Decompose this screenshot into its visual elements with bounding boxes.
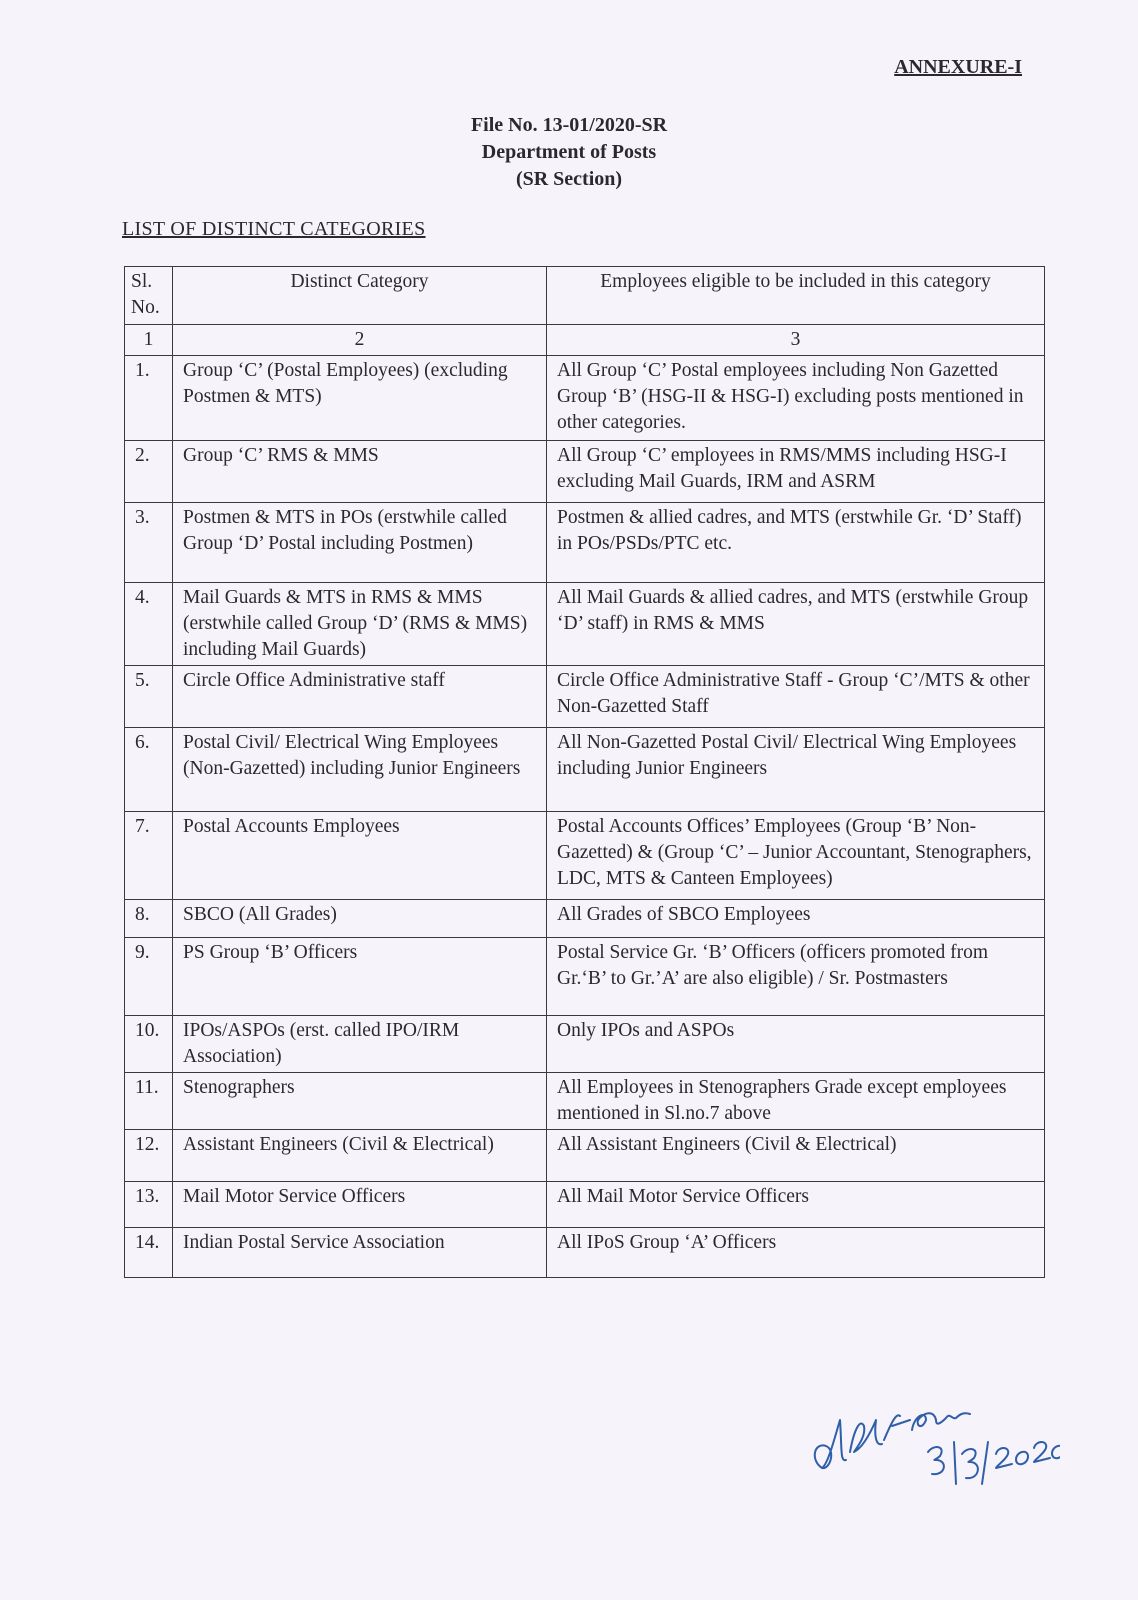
signature-date-0 <box>1052 1446 1060 1458</box>
table-row <box>125 1016 1045 1073</box>
signature-date-3 <box>928 1447 944 1474</box>
table-row <box>125 583 1045 666</box>
row-sl: 8. <box>125 900 173 938</box>
table-row <box>125 812 1045 900</box>
row-sl: 11. <box>125 1073 173 1130</box>
handwritten-signature <box>800 1390 1060 1510</box>
row-eligible: Postal Accounts Offices’ Employees (Group ‘B’ Non-Gazetted) & (Group ‘C’ – Junior Accountant, Stenographers, LDC, MTS & Canteen Employees) <box>547 812 1045 900</box>
row-sl: 7. <box>125 812 173 900</box>
header-sl-no: Sl. No. <box>125 267 173 325</box>
row-eligible: Postal Service Gr. ‘B’ Officers (officers promoted from Gr.‘B’ to Gr.’A’ are also eligible) / Sr. Postmasters <box>547 938 1045 1016</box>
row-eligible: All Employees in Stenographers Grade except employees mentioned in Sl.no.7 above <box>547 1073 1045 1130</box>
row-eligible: All IPoS Group ‘A’ Officers <box>547 1228 1045 1278</box>
signature-date-0 <box>1016 1452 1028 1464</box>
row-sl: 6. <box>125 728 173 812</box>
row-category: PS Group ‘B’ Officers <box>173 938 547 1016</box>
table-row <box>125 938 1045 1016</box>
file-number: File No. 13-01/2020-SR <box>470 114 668 136</box>
column-number-2: 2 <box>173 325 547 356</box>
row-category: Mail Guards & MTS in RMS & MMS (erstwhile called Group ‘D’ (RMS & MMS) including Mail Guards) <box>173 583 547 666</box>
row-category: Indian Postal Service Association <box>173 1228 547 1278</box>
signature-date-2 <box>1034 1442 1050 1462</box>
table-row <box>125 503 1045 583</box>
table-row <box>125 900 1045 938</box>
categories-table <box>124 266 1045 1278</box>
department-name: Department of Posts <box>481 141 657 163</box>
signature-date-slash <box>954 1442 956 1484</box>
row-eligible: Only IPOs and ASPOs <box>547 1016 1045 1073</box>
signature-drawing <box>800 1390 1060 1510</box>
annexure-label: ANNEXURE-I <box>894 56 1022 78</box>
row-sl: 1. <box>125 356 173 441</box>
row-sl: 13. <box>125 1182 173 1228</box>
section-name: (SR Section) <box>515 168 623 190</box>
table-row <box>125 1073 1045 1130</box>
row-sl: 14. <box>125 1228 173 1278</box>
row-category: Group ‘C’ RMS & MMS <box>173 441 547 503</box>
row-category: Mail Motor Service Officers <box>173 1182 547 1228</box>
table-row <box>125 356 1045 441</box>
row-category: Assistant Engineers (Civil & Electrical) <box>173 1130 547 1182</box>
signature-strokes <box>815 1413 1060 1484</box>
row-eligible: All Grades of SBCO Employees <box>547 900 1045 938</box>
document-header <box>0 112 1138 193</box>
row-sl: 5. <box>125 666 173 728</box>
row-sl: 12. <box>125 1130 173 1182</box>
row-eligible: Postmen & allied cadres, and MTS (erstwhile Gr. ‘D’ Staff) in POs/PSDs/PTC etc. <box>547 503 1045 583</box>
row-category: Postal Accounts Employees <box>173 812 547 900</box>
row-category: Postal Civil/ Electrical Wing Employees (Non-Gazetted) including Junior Engineers <box>173 728 547 812</box>
signature-date-2 <box>996 1448 1012 1468</box>
header-eligible-employees: Employees eligible to be included in this category <box>547 267 1045 325</box>
row-sl: 10. <box>125 1016 173 1073</box>
row-category: Postmen & MTS in POs (erstwhile called Group ‘D’ Postal including Postmen) <box>173 503 547 583</box>
row-category: Group ‘C’ (Postal Employees) (excluding Postmen & MTS) <box>173 356 547 441</box>
signature-stroke <box>815 1420 846 1468</box>
signature-date-3 <box>962 1449 978 1478</box>
row-sl: 2. <box>125 441 173 503</box>
signature-stroke <box>912 1413 970 1430</box>
signature-stroke <box>850 1420 882 1452</box>
row-eligible: All Group ‘C’ employees in RMS/MMS including HSG-I excluding Mail Guards, IRM and ASRM <box>547 441 1045 503</box>
row-sl: 4. <box>125 583 173 666</box>
table-row <box>125 1130 1045 1182</box>
row-eligible: All Assistant Engineers (Civil & Electrical) <box>547 1130 1045 1182</box>
table-row <box>125 1182 1045 1228</box>
row-eligible: Circle Office Administrative Staff - Group ‘C’/MTS & other Non-Gazetted Staff <box>547 666 1045 728</box>
row-eligible: All Mail Motor Service Officers <box>547 1182 1045 1228</box>
column-number-row <box>125 325 1045 356</box>
table-row <box>125 728 1045 812</box>
signature-date-slash <box>982 1442 988 1484</box>
row-eligible: All Mail Guards & allied cadres, and MTS (erstwhile Group ‘D’ staff) in RMS & MMS <box>547 583 1045 666</box>
row-category: Circle Office Administrative staff <box>173 666 547 728</box>
column-number-3: 3 <box>547 325 1045 356</box>
signature-stroke <box>884 1415 910 1440</box>
row-sl: 9. <box>125 938 173 1016</box>
table-row <box>125 1228 1045 1278</box>
header-distinct-category: Distinct Category <box>173 267 547 325</box>
table-row <box>125 666 1045 728</box>
list-title: LIST OF DISTINCT CATEGORIES <box>122 218 426 240</box>
row-eligible: All Non-Gazetted Postal Civil/ Electrical Wing Employees including Junior Engineers <box>547 728 1045 812</box>
row-category: Stenographers <box>173 1073 547 1130</box>
table-row <box>125 441 1045 503</box>
column-number-1: 1 <box>125 325 173 356</box>
row-eligible: All Group ‘C’ Postal employees including Non Gazetted Group ‘B’ (HSG-II & HSG-I) excluding posts mentioned in other categories. <box>547 356 1045 441</box>
table-header-row <box>125 267 1045 325</box>
row-sl: 3. <box>125 503 173 583</box>
row-category: IPOs/ASPOs (erst. called IPO/IRM Association) <box>173 1016 547 1073</box>
row-category: SBCO (All Grades) <box>173 900 547 938</box>
